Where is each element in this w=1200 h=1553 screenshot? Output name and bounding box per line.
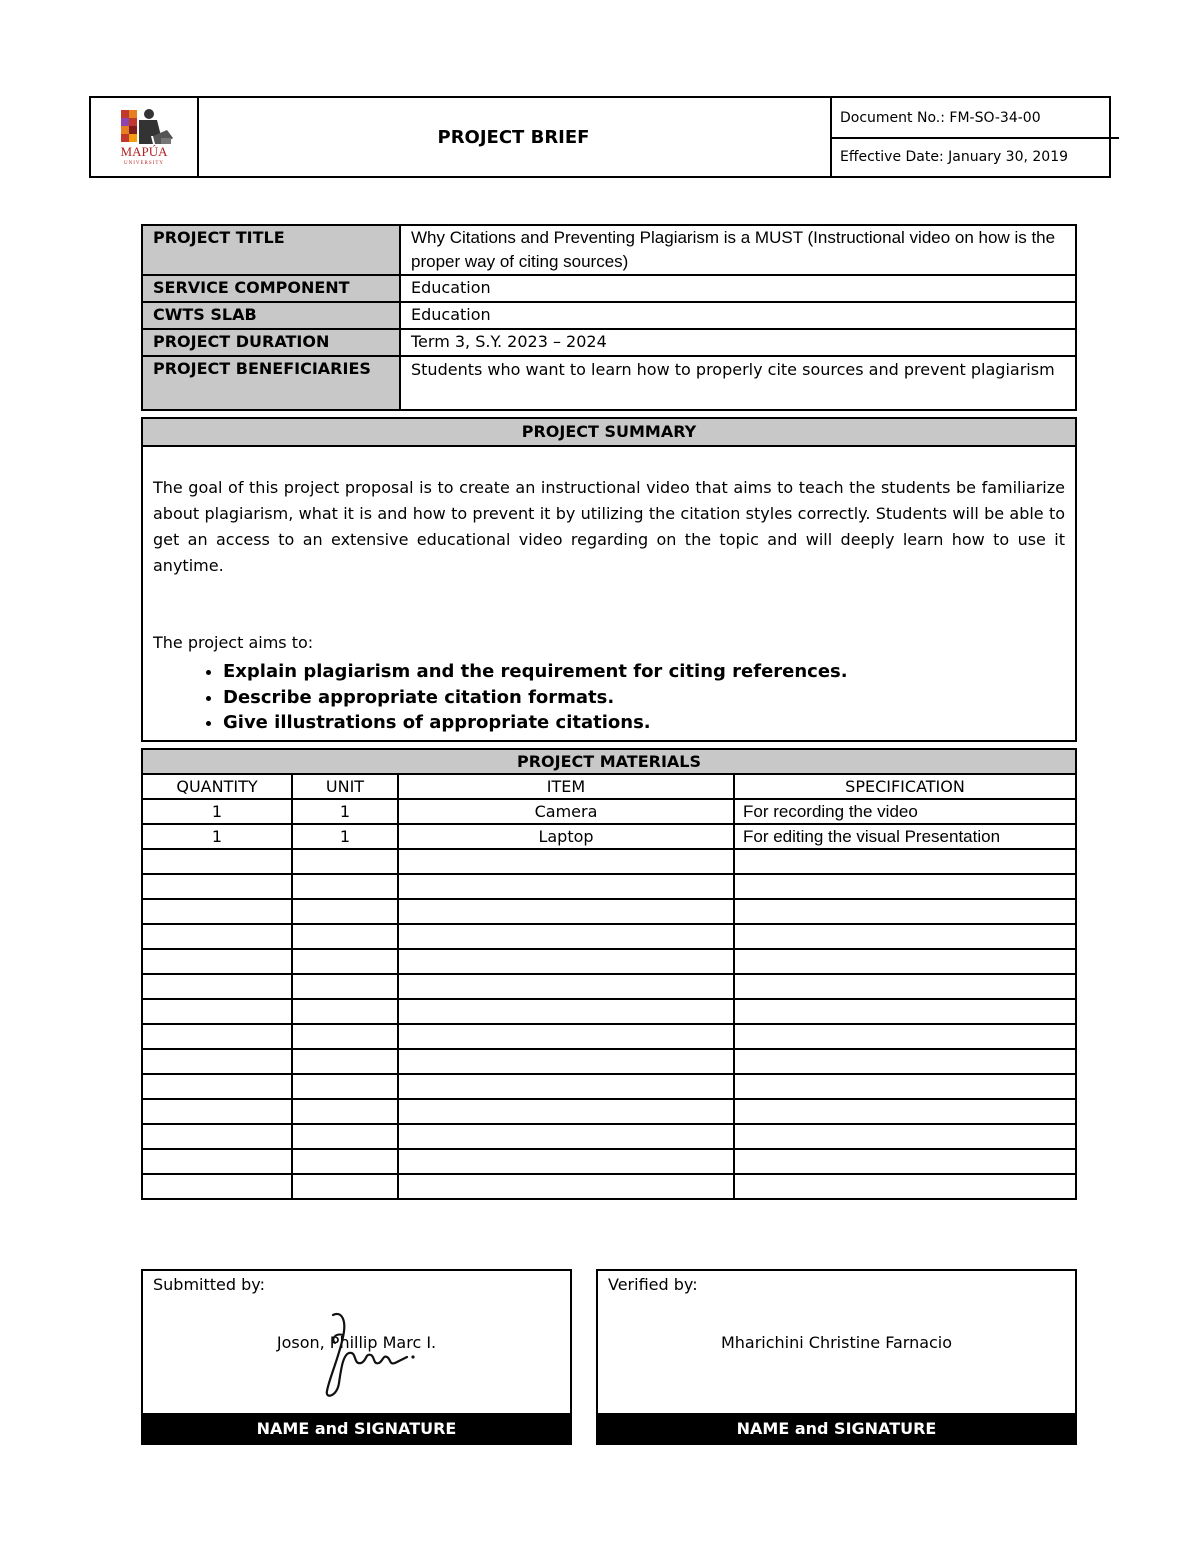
document-header xyxy=(89,96,1111,178)
column-header: ITEM xyxy=(398,774,734,799)
empty-cell xyxy=(142,899,292,924)
summary-heading: PROJECT SUMMARY xyxy=(143,419,1075,447)
empty-cell xyxy=(142,924,292,949)
materials-heading: PROJECT MATERIALS xyxy=(142,749,1076,774)
aims-intro: The project aims to: xyxy=(153,633,314,652)
table-row-empty xyxy=(142,874,1076,899)
name-signature-bar: NAME and SIGNATURE xyxy=(141,1413,572,1445)
quantity-cell: 1 xyxy=(142,824,292,849)
logo-subtext: UNIVERSITY xyxy=(124,161,164,166)
table-row xyxy=(142,824,1076,849)
empty-cell xyxy=(398,849,734,874)
table-row-empty xyxy=(142,1149,1076,1174)
table-row-empty xyxy=(142,1049,1076,1074)
info-value: Education xyxy=(400,275,1076,302)
table-row-empty xyxy=(142,999,1076,1024)
table-row-empty xyxy=(142,974,1076,999)
table-row-empty xyxy=(142,1099,1076,1124)
empty-cell xyxy=(398,1024,734,1049)
specification-cell: For recording the video xyxy=(734,799,1076,824)
page-title: PROJECT BRIEF xyxy=(197,98,832,176)
table-row-empty xyxy=(142,1124,1076,1149)
empty-cell xyxy=(398,999,734,1024)
verified-by-name: Mharichini Christine Farnacio xyxy=(720,1333,953,1352)
empty-cell xyxy=(292,849,398,874)
project-summary xyxy=(141,417,1077,742)
empty-cell xyxy=(398,924,734,949)
info-label: SERVICE COMPONENT xyxy=(142,275,400,302)
info-label: PROJECT TITLE xyxy=(142,225,400,275)
logo-cell xyxy=(91,98,199,176)
table-row xyxy=(142,799,1076,824)
info-value: Term 3, S.Y. 2023 – 2024 xyxy=(400,329,1076,356)
empty-cell xyxy=(142,1124,292,1149)
table-row-empty xyxy=(142,849,1076,874)
empty-cell xyxy=(142,1074,292,1099)
empty-cell xyxy=(292,1174,398,1199)
name-signature-bar: NAME and SIGNATURE xyxy=(596,1413,1077,1445)
table-row-empty xyxy=(142,949,1076,974)
empty-cell xyxy=(398,1049,734,1074)
empty-cell xyxy=(142,849,292,874)
table-row-empty xyxy=(142,899,1076,924)
empty-cell xyxy=(292,1124,398,1149)
materials-heading-row xyxy=(142,749,1076,774)
table-row-empty xyxy=(142,1074,1076,1099)
empty-cell xyxy=(734,949,1076,974)
empty-cell xyxy=(734,899,1076,924)
empty-cell xyxy=(398,1099,734,1124)
empty-cell xyxy=(398,1174,734,1199)
table-row-empty xyxy=(142,1174,1076,1199)
project-materials-table xyxy=(141,748,1077,1200)
empty-cell xyxy=(398,974,734,999)
info-row-beneficiaries xyxy=(142,356,1076,410)
empty-cell xyxy=(734,1149,1076,1174)
empty-cell xyxy=(734,1049,1076,1074)
empty-cell xyxy=(292,1074,398,1099)
table-row-empty xyxy=(142,924,1076,949)
unit-cell: 1 xyxy=(292,824,398,849)
summary-paragraph: The goal of this project proposal is to create an instructional video that aims to teach the students be familiarize about plagiarism, what it is and how to prevent it by utilizing the citation styles correctly. Students will be able to get an access to an extensive educational video regarding on the topic and will deeply learn how to use it anytime. xyxy=(153,478,1065,575)
aims-list xyxy=(181,659,848,736)
logo-text: MAPÚA xyxy=(120,144,168,159)
info-row-service xyxy=(142,275,1076,302)
submitted-by-label: Submitted by: xyxy=(153,1275,265,1294)
empty-cell xyxy=(292,1049,398,1074)
column-header: UNIT xyxy=(292,774,398,799)
info-label: PROJECT DURATION xyxy=(142,329,400,356)
empty-cell xyxy=(292,924,398,949)
item-cell: Laptop xyxy=(398,824,734,849)
empty-cell xyxy=(398,899,734,924)
effective-date: Effective Date: January 30, 2019 xyxy=(840,148,1069,165)
empty-cell xyxy=(734,1024,1076,1049)
info-label: PROJECT BENEFICIARIES xyxy=(142,356,400,410)
empty-cell xyxy=(398,1124,734,1149)
empty-cell xyxy=(142,1024,292,1049)
empty-cell xyxy=(142,1174,292,1199)
empty-cell xyxy=(734,1124,1076,1149)
unit-cell: 1 xyxy=(292,799,398,824)
table-row-empty xyxy=(142,1024,1076,1049)
empty-cell xyxy=(292,1024,398,1049)
info-row-title xyxy=(142,225,1076,275)
aim-item: • Describe appropriate citation formats. xyxy=(223,685,848,711)
aim-item: • Explain plagiarism and the requirement for citing references. xyxy=(223,659,848,685)
empty-cell xyxy=(398,1149,734,1174)
quantity-cell: 1 xyxy=(142,799,292,824)
empty-cell xyxy=(142,1099,292,1124)
empty-cell xyxy=(734,924,1076,949)
empty-cell xyxy=(142,949,292,974)
column-header: SPECIFICATION xyxy=(734,774,1076,799)
empty-cell xyxy=(292,1099,398,1124)
empty-cell xyxy=(292,874,398,899)
empty-cell xyxy=(734,874,1076,899)
item-cell: Camera xyxy=(398,799,734,824)
aim-item: • Give illustrations of appropriate citations. xyxy=(223,710,848,736)
info-row-duration xyxy=(142,329,1076,356)
submitted-by-name: Joson, Phillip Marc I. xyxy=(276,1333,437,1352)
info-value: Why Citations and Preventing Plagiarism is a MUST (Instructional video on how is the proper way of citing sources) xyxy=(400,225,1076,275)
info-label: CWTS SLAB xyxy=(142,302,400,329)
empty-cell xyxy=(142,1149,292,1174)
empty-cell xyxy=(734,1099,1076,1124)
empty-cell xyxy=(292,949,398,974)
materials-column-header-row xyxy=(142,774,1076,799)
empty-cell xyxy=(142,999,292,1024)
empty-cell xyxy=(142,874,292,899)
empty-cell xyxy=(398,874,734,899)
empty-cell xyxy=(734,1074,1076,1099)
empty-cell xyxy=(734,974,1076,999)
empty-cell xyxy=(142,1049,292,1074)
verified-by-label: Verified by: xyxy=(608,1275,698,1294)
empty-cell xyxy=(292,999,398,1024)
mapua-logo-icon xyxy=(91,98,197,176)
info-row-slab xyxy=(142,302,1076,329)
project-info-table xyxy=(141,224,1077,411)
empty-cell xyxy=(292,899,398,924)
verified-by-box xyxy=(596,1269,1077,1445)
info-value: Students who want to learn how to properly cite sources and prevent plagiarism xyxy=(400,356,1076,410)
empty-cell xyxy=(292,974,398,999)
signature-icon xyxy=(313,1307,423,1399)
submitted-by-box xyxy=(141,1269,572,1445)
document-number: Document No.: FM-SO-34-00 xyxy=(830,98,1119,139)
empty-cell xyxy=(142,974,292,999)
specification-cell: For editing the visual Presentation xyxy=(734,824,1076,849)
column-header: QUANTITY xyxy=(142,774,292,799)
empty-cell xyxy=(292,1149,398,1174)
empty-cell xyxy=(398,949,734,974)
empty-cell xyxy=(734,849,1076,874)
empty-cell xyxy=(734,999,1076,1024)
empty-cell xyxy=(734,1174,1076,1199)
empty-cell xyxy=(398,1074,734,1099)
info-value: Education xyxy=(400,302,1076,329)
